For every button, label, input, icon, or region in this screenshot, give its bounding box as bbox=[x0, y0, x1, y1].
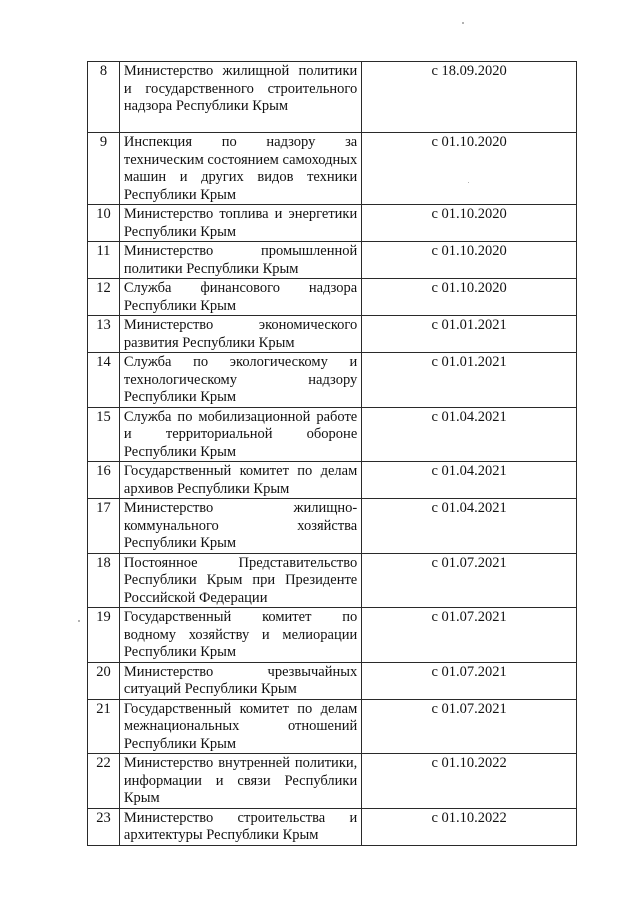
scan-speck bbox=[78, 620, 80, 622]
row-number: 13 bbox=[88, 316, 120, 353]
row-number: 12 bbox=[88, 279, 120, 316]
organization-name: Постоянное Представительство Республики Крым при Президенте Российской Федерации bbox=[119, 553, 361, 608]
table-row bbox=[88, 462, 577, 499]
organization-name: Министерство жилищной политики и государственного строительного надзора Республики Крым bbox=[119, 62, 361, 133]
start-date: с 01.10.2020 bbox=[362, 205, 577, 242]
start-date: с 01.01.2021 bbox=[362, 316, 577, 353]
organization-name: Государственный комитет по водному хозяйству и мелиорации Республики Крым bbox=[119, 608, 361, 663]
organization-name: Инспекция по надзору за техническим состоянием самоходных машин и других видов техники Республики Крым bbox=[119, 133, 361, 205]
row-number: 10 bbox=[88, 205, 120, 242]
start-date: с 01.04.2021 bbox=[362, 462, 577, 499]
organization-name: Министерство строительства и архитектуры Республики Крым bbox=[119, 808, 361, 845]
row-number: 18 bbox=[88, 553, 120, 608]
table-row bbox=[88, 699, 577, 754]
organization-name: Министерство жилищно-коммунального хозяйства Республики Крым bbox=[119, 499, 361, 554]
row-number: 16 bbox=[88, 462, 120, 499]
organization-name: Министерство чрезвычайных ситуаций Республики Крым bbox=[119, 662, 361, 699]
table-row bbox=[88, 279, 577, 316]
start-date: с 01.10.2020 bbox=[362, 133, 577, 205]
table-row bbox=[88, 407, 577, 462]
start-date: с 01.10.2022 bbox=[362, 754, 577, 809]
organization-name: Министерство промышленной политики Республики Крым bbox=[119, 242, 361, 279]
table-row bbox=[88, 353, 577, 408]
start-date: с 01.04.2021 bbox=[362, 407, 577, 462]
table-row bbox=[88, 205, 577, 242]
table-row bbox=[88, 754, 577, 809]
table-row bbox=[88, 499, 577, 554]
organization-name: Министерство топлива и энергетики Республики Крым bbox=[119, 205, 361, 242]
table-row bbox=[88, 316, 577, 353]
start-date: с 01.07.2021 bbox=[362, 699, 577, 754]
organization-name: Министерство внутренней политики, информации и связи Республики Крым bbox=[119, 754, 361, 809]
table-row bbox=[88, 62, 577, 133]
start-date: с 18.09.2020 bbox=[362, 62, 577, 133]
row-number: 14 bbox=[88, 353, 120, 408]
table-row bbox=[88, 133, 577, 205]
start-date: с 01.07.2021 bbox=[362, 662, 577, 699]
table-row bbox=[88, 808, 577, 845]
organization-name: Государственный комитет по делам архивов Республики Крым bbox=[119, 462, 361, 499]
row-number: 22 bbox=[88, 754, 120, 809]
table-row bbox=[88, 242, 577, 279]
scan-speck bbox=[468, 182, 469, 183]
row-number: 9 bbox=[88, 133, 120, 205]
organization-name: Государственный комитет по делам межнациональных отношений Республики Крым bbox=[119, 699, 361, 754]
organizations-table bbox=[87, 61, 577, 846]
organization-name: Служба финансового надзора Республики Крым bbox=[119, 279, 361, 316]
row-number: 19 bbox=[88, 608, 120, 663]
start-date: с 01.01.2021 bbox=[362, 353, 577, 408]
organization-name: Служба по мобилизационной работе и территориальной обороне Республики Крым bbox=[119, 407, 361, 462]
start-date: с 01.10.2020 bbox=[362, 279, 577, 316]
row-number: 20 bbox=[88, 662, 120, 699]
row-number: 11 bbox=[88, 242, 120, 279]
start-date: с 01.07.2021 bbox=[362, 553, 577, 608]
table-row bbox=[88, 608, 577, 663]
row-number: 15 bbox=[88, 407, 120, 462]
start-date: с 01.04.2021 bbox=[362, 499, 577, 554]
start-date: с 01.07.2021 bbox=[362, 608, 577, 663]
table-row bbox=[88, 553, 577, 608]
organization-name: Министерство экономического развития Республики Крым bbox=[119, 316, 361, 353]
row-number: 23 bbox=[88, 808, 120, 845]
row-number: 17 bbox=[88, 499, 120, 554]
row-number: 21 bbox=[88, 699, 120, 754]
start-date: с 01.10.2022 bbox=[362, 808, 577, 845]
table-row bbox=[88, 662, 577, 699]
row-number: 8 bbox=[88, 62, 120, 133]
start-date: с 01.10.2020 bbox=[362, 242, 577, 279]
organization-name: Служба по экологическому и технологическому надзору Республики Крым bbox=[119, 353, 361, 408]
scan-speck bbox=[462, 22, 464, 24]
